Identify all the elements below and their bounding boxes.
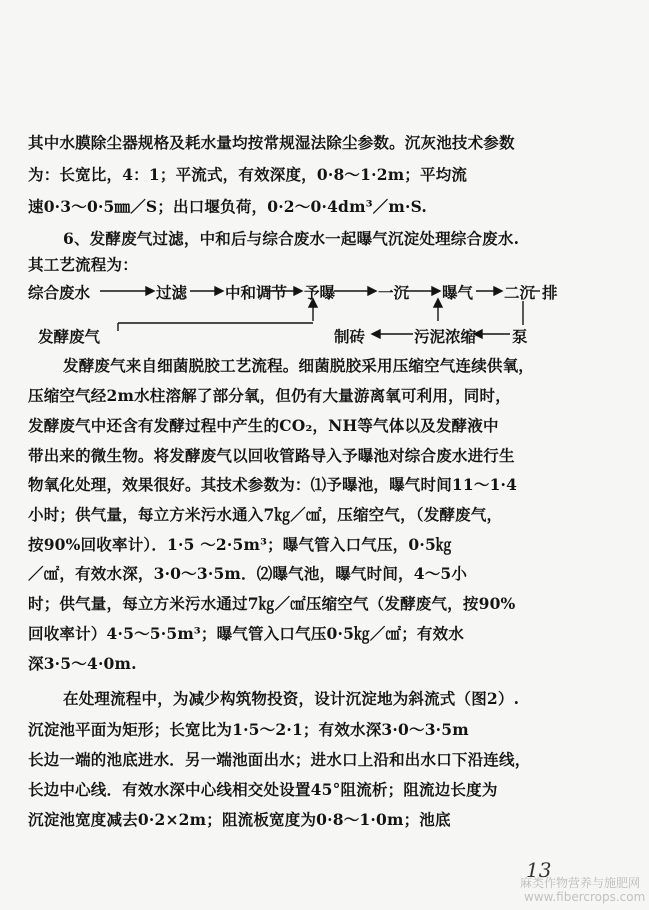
node-discharge: 排 <box>542 283 558 302</box>
text-line-20: 长边中心线．有效水深中心线相交处设置45°阻流析；阻流边长度为 <box>28 780 498 799</box>
node-neutralize: 中和调节 <box>225 283 288 302</box>
text-line-17: 在处理流程中，为减少构筑物投资，设计沉淀地为斜流式（图2）. <box>63 689 520 708</box>
text-line-6: 发酵废气来自细菌脱胶工艺流程。细菌脱胶采用压缩空气连续供氧， <box>63 356 535 375</box>
watermark-url: www.fibercrops.com <box>524 890 646 904</box>
text-line-14: 时；供气量，每立方米污水通过7㎏／㎠压缩空气（发酵废气，按90% <box>28 594 516 613</box>
arrow-1-head <box>146 287 154 295</box>
text-line-1: 其中水膜除尘器规格及耗水量均按常规湿法除尘参数。沉灰池技术参数 <box>28 133 515 152</box>
text-line-2: 为：长宽比，4：1；平流式，有效深度，0·8～1·2m；平均流 <box>28 165 468 184</box>
text-line-15: 回收率计）4·5～5·5m³；曝气管入口气压0·5㎏／㎠；有效水 <box>28 624 464 643</box>
arrow-6-head <box>494 287 502 295</box>
text-line-4: 6、发酵废气过滤，中和后与综合废水一起曝气沉淀处理综合废水. <box>63 229 520 248</box>
node-wastewater: 综合废水 <box>28 283 91 302</box>
arrow-2-head <box>215 287 223 295</box>
text-line-10: 物氧化处理，效果很好。其技术参数为：⑴予曝池，曝气时间11～1·4 <box>28 475 518 494</box>
text-line-13: ／㎠，有效水深，3·0～3·5m．⑵曝气池，曝气时间，4～5小 <box>28 564 468 583</box>
arrow-4-head <box>368 287 376 295</box>
text-line-8: 发酵废气中还含有发酵过程中产生的CO₂，NH等气体以及发酵液中 <box>28 416 499 435</box>
text-line-16: 深3·5～4·0m. <box>28 654 137 673</box>
text-line-19: 长边一端的池底进水．另一端池面出水；进水口上沿和出水口下沿连线， <box>28 750 531 769</box>
text-line-12: 按90%回收率计）．1·5 ～2·5m³；曝气管入口气压，0·5㎏ <box>28 535 452 554</box>
node-first-settle: 一沉 <box>378 283 410 302</box>
text-line-18: 沉淀池平面为矩形；长宽比为1·5～2·1；有效水深3·0～3·5m <box>28 720 469 739</box>
node-filter: 过滤 <box>156 283 188 302</box>
process-flow-diagram <box>28 279 628 347</box>
node-sludge-thicken: 污泥浓缩 <box>414 327 477 346</box>
arrow-5-head <box>432 287 440 295</box>
node-pre-aeration: 予曝 <box>304 283 336 302</box>
node-aeration: 曝气 <box>442 283 474 302</box>
text-line-21: 沉淀池宽度减去0·2×2m；阻流板宽度为0·8～1·0m；池底 <box>28 810 451 829</box>
node-brick: 制砖 <box>334 327 366 346</box>
node-second-settle: 二沉 <box>504 283 536 302</box>
node-pump: 泵 <box>512 327 528 346</box>
node-exhaust-gas: 发酵废气 <box>38 327 101 346</box>
text-line-7: 压缩空气经2m水柱溶解了部分氧，但仍有大量游离氧可利用，同时， <box>28 386 511 405</box>
text-line-11: 小时；供气量，每立方米污水通入7㎏／㎠，压缩空气，（发酵废气， <box>28 505 503 524</box>
text-line-9: 带出来的微生物。将发酵废气以回收管路导入予曝池对综合废水进行生 <box>28 446 515 465</box>
text-line-3: 速0·3～0·5㎜／S；出口堰负荷，0·2～0·4dm³／m·S. <box>28 197 428 216</box>
left-arrow-1-head <box>372 330 380 338</box>
arrow-3-head <box>294 287 302 295</box>
text-line-5: 其工艺流程为： <box>28 255 138 274</box>
page-number: 13 <box>526 858 552 882</box>
watermark-text: 麻类作物营养与施肥网 <box>520 876 641 890</box>
up-arrow-2-head <box>434 299 442 307</box>
